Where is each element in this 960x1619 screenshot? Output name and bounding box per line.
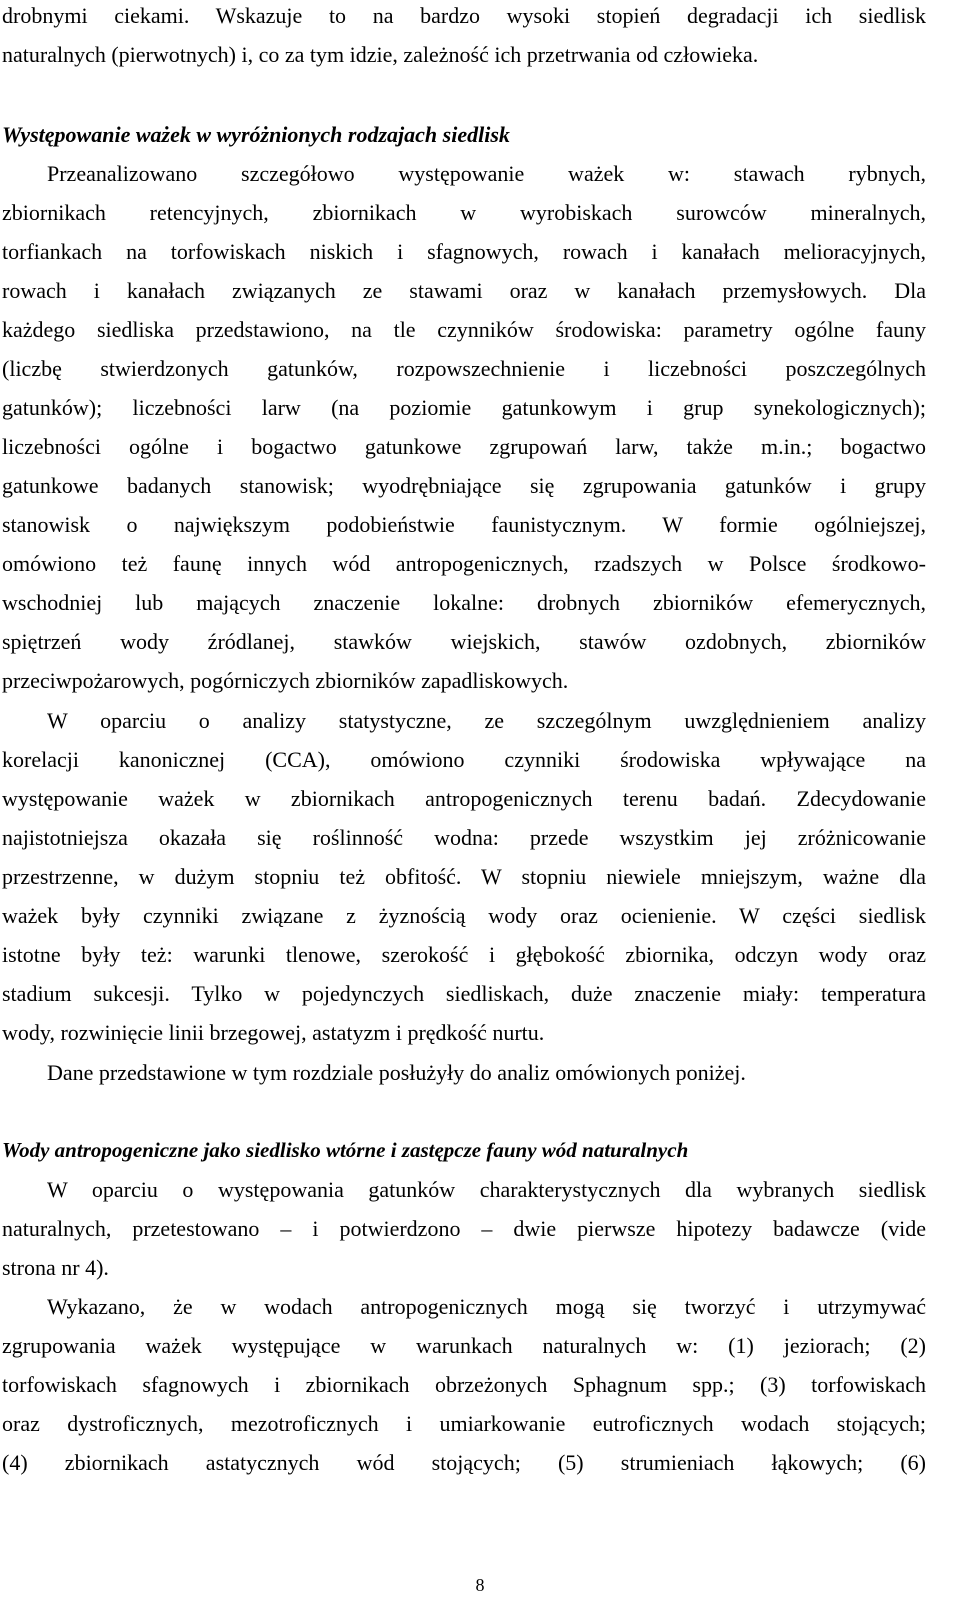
paragraph-5-line-5: (4) zbiornikach astatycznych wód stojących; (5) strumieniach łąkowych; (6) [2,1450,926,1475]
paragraph-1-line-3: torfiankach na torfowiskach niskich i sfagnowych, rowach i kanałach melioracyjnych, [2,239,926,264]
paragraph-5-line-4: oraz dystroficznych, mezotroficznych i umiarkowanie eutroficznych wodach stojących; [2,1411,926,1436]
paragraph-1-line-7: gatunków); liczebności larw (na poziomie gatunkowym i grup synekologicznych); [2,395,926,420]
paragraph-2-line-7: istotne były też: warunki tlenowe, szerokość i głębokość zbiornika, odczyn wody oraz [2,942,926,967]
paragraph-4-line-1: W oparciu o występowania gatunków charakterystycznych dla wybranych siedlisk [47,1177,926,1202]
paragraph-1-line-10: stanowisk o największym podobieństwie faunistycznym. W formie ogólniejszej, [2,512,926,537]
body-line-1: drobnymi ciekami. Wskazuje to na bardzo wysoki stopień degradacji ich siedlisk [2,3,926,28]
paragraph-1-line-12: wschodniej lub mających znaczenie lokalne: drobnych zbiorników efemerycznych, [2,590,926,615]
paragraph-1-line-8: liczebności ogólne i bogactwo gatunkowe zgrupowań larw, także m.in.; bogactwo [2,434,926,459]
paragraph-1-line-13: spiętrzeń wody źródlanej, stawków wiejskich, stawów ozdobnych, zbiorników [2,629,926,654]
paragraph-2-line-1: W oparciu o analizy statystyczne, ze szczególnym uwzględnieniem analizy [47,708,926,733]
paragraph-5-line-3: torfowiskach sfagnowych i zbiornikach obrzeżonych Sphagnum spp.; (3) torfowiskach [2,1372,926,1397]
paragraph-2-line-8: stadium sukcesji. Tylko w pojedynczych siedliskach, duże znaczenie miały: temperatura [2,981,926,1006]
paragraph-2-line-5: przestrzenne, w dużym stopniu też obfitość. W stopniu niewiele mniejszym, ważne dla [2,864,926,889]
paragraph-1-line-9: gatunkowe badanych stanowisk; wyodrębniające się zgrupowania gatunków i grupy [2,473,926,498]
paragraph-1-line-11: omówiono też faunę innych wód antropogenicznych, rzadszych w Polsce środkowo- [2,551,926,576]
section-heading-habitats: Występowanie ważek w wyróżnionych rodzajach siedlisk [2,122,510,147]
paragraph-2-line-3: występowanie ważek w zbiornikach antropogenicznych terenu badań. Zdecydowanie [2,786,926,811]
paragraph-1-line-4: rowach i kanałach związanych ze stawami oraz w kanałach przemysłowych. Dla [2,278,926,303]
paragraph-1-line-2: zbiornikach retencyjnych, zbiornikach w wyrobiskach surowców mineralnych, [2,200,926,225]
body-line-2: naturalnych (pierwotnych) i, co za tym idzie, zależność ich przetrwania od człowieka. [2,42,759,67]
paragraph-1-line-6: (liczbę stwierdzonych gatunków, rozpowszechnienie i liczebności poszczególnych [2,356,926,381]
paragraph-1-line-14: przeciwpożarowych, pogórniczych zbiorników zapadliskowych. [2,668,569,693]
paragraph-4-line-3: strona nr 4). [2,1255,109,1280]
paragraph-5-line-1: Wykazano, że w wodach antropogenicznych mogą się tworzyć i utrzymywać [47,1294,926,1319]
paragraph-4-line-2: naturalnych, przetestowano – i potwierdzono – dwie pierwsze hipotezy badawcze (vide [2,1216,926,1241]
section-heading-anthropogenic-waters: Wody antropogeniczne jako siedlisko wtórne i zastępcze fauny wód naturalnych [2,1138,689,1162]
paragraph-2-line-6: ważek były czynniki związane z żyznością wody oraz ocienienie. W części siedlisk [2,903,926,928]
paragraph-3-line-1: Dane przedstawione w tym rozdziale posłużyły do analiz omówionych poniżej. [47,1060,746,1085]
paragraph-2-line-4: najistotniejsza okazała się roślinność wodna: przede wszystkim jej zróżnicowanie [2,825,926,850]
paragraph-2-line-9: wody, rozwinięcie linii brzegowej, astatyzm i prędkość nurtu. [2,1020,545,1045]
paragraph-5-line-2: zgrupowania ważek występujące w warunkach naturalnych w: (1) jeziorach; (2) [2,1333,926,1358]
page-number: 8 [475,1575,485,1595]
paragraph-1-line-1: Przeanalizowano szczegółowo występowanie ważek w: stawach rybnych, [47,161,926,186]
paragraph-1-line-5: każdego siedliska przedstawiono, na tle czynników środowiska: parametry ogólne fauny [2,317,926,342]
paragraph-2-line-2: korelacji kanonicznej (CCA), omówiono czynniki środowiska wpływające na [2,747,926,772]
